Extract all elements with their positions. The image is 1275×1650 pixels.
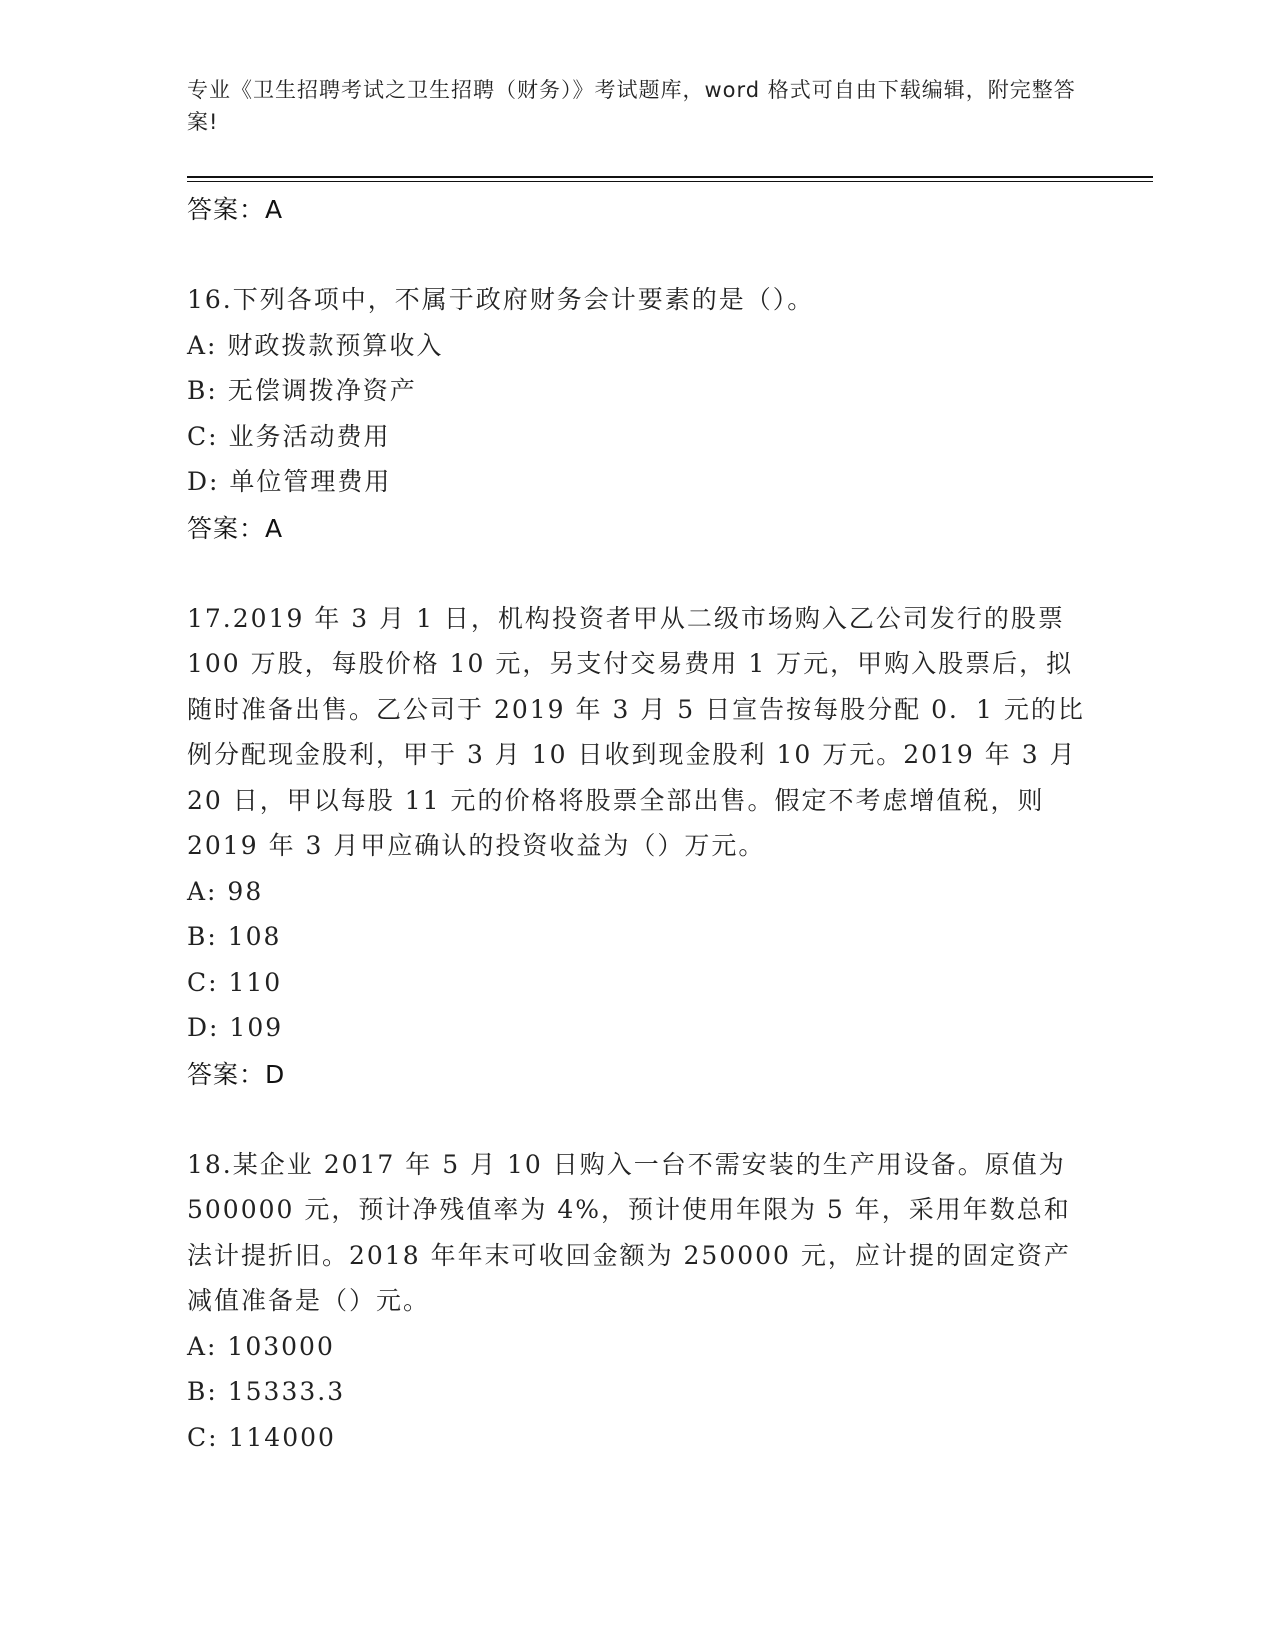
question-16	[187, 277, 1087, 545]
option-c: C: 114000	[187, 1422, 336, 1452]
question-stem: 18.某企业 2017 年 5 月 10 日购入一台不需安装的生产用设备。原值为 500000 元，预计净残值率为 4%，预计使用年限为 5 年，采用年数总和法计提折旧。2018 年年末可收回金额为 250000 元，应计提的固定资产减值准备是（）元。	[187, 1149, 1071, 1315]
answer-line: 答案：A	[187, 195, 284, 224]
option-a: A: 98	[187, 876, 264, 906]
option-c: C: 业务活动费用	[187, 421, 391, 451]
option-b: B: 108	[187, 922, 282, 951]
header-divider-thin	[187, 181, 1153, 182]
option-b: B: 无偿调拨净资产	[187, 376, 417, 405]
answer-line: 答案：A	[187, 513, 284, 543]
option-d: D: 单位管理费用	[187, 467, 392, 496]
question-stem: 16.下列各项中，不属于政府财务会计要素的是（）。	[187, 285, 815, 314]
answer-line: 答案：D	[187, 1059, 286, 1089]
page-header: 专业《卫生招聘考试之卫生招聘（财务）》考试题库，word 格式可自由下载编辑，附完整答案!	[187, 78, 1076, 134]
option-d: D: 109	[187, 1013, 284, 1042]
question-stem: 17.2019 年 3 月 1 日，机构投资者甲从二级市场购入乙公司发行的股票 100 万股，每股价格 10 元，另支付交易费用 1 万元，甲购入股票后，拟随时准备出售。乙公司于 2019 年 3 月 5 日宣告按每股分配 0．1 元的比例分配现金股利，甲于 3 月 10 日收到现金股利 10 万元。2019 年 3 月 20 日，甲以每股 11 元的价格将股票全部出售。假定不考虑增值税，则 2019 年 3 月甲应确认的投资收益为（）万元。	[187, 603, 1085, 860]
option-a: A: 财政拨款预算收入	[187, 330, 444, 360]
question-17	[187, 596, 1087, 1091]
question-18	[187, 1142, 1087, 1461]
option-c: C: 110	[187, 967, 283, 997]
option-a: A: 103000	[187, 1331, 335, 1361]
header-divider	[187, 176, 1153, 178]
option-b: B: 15333.3	[187, 1377, 346, 1406]
document-body	[187, 192, 1087, 1460]
